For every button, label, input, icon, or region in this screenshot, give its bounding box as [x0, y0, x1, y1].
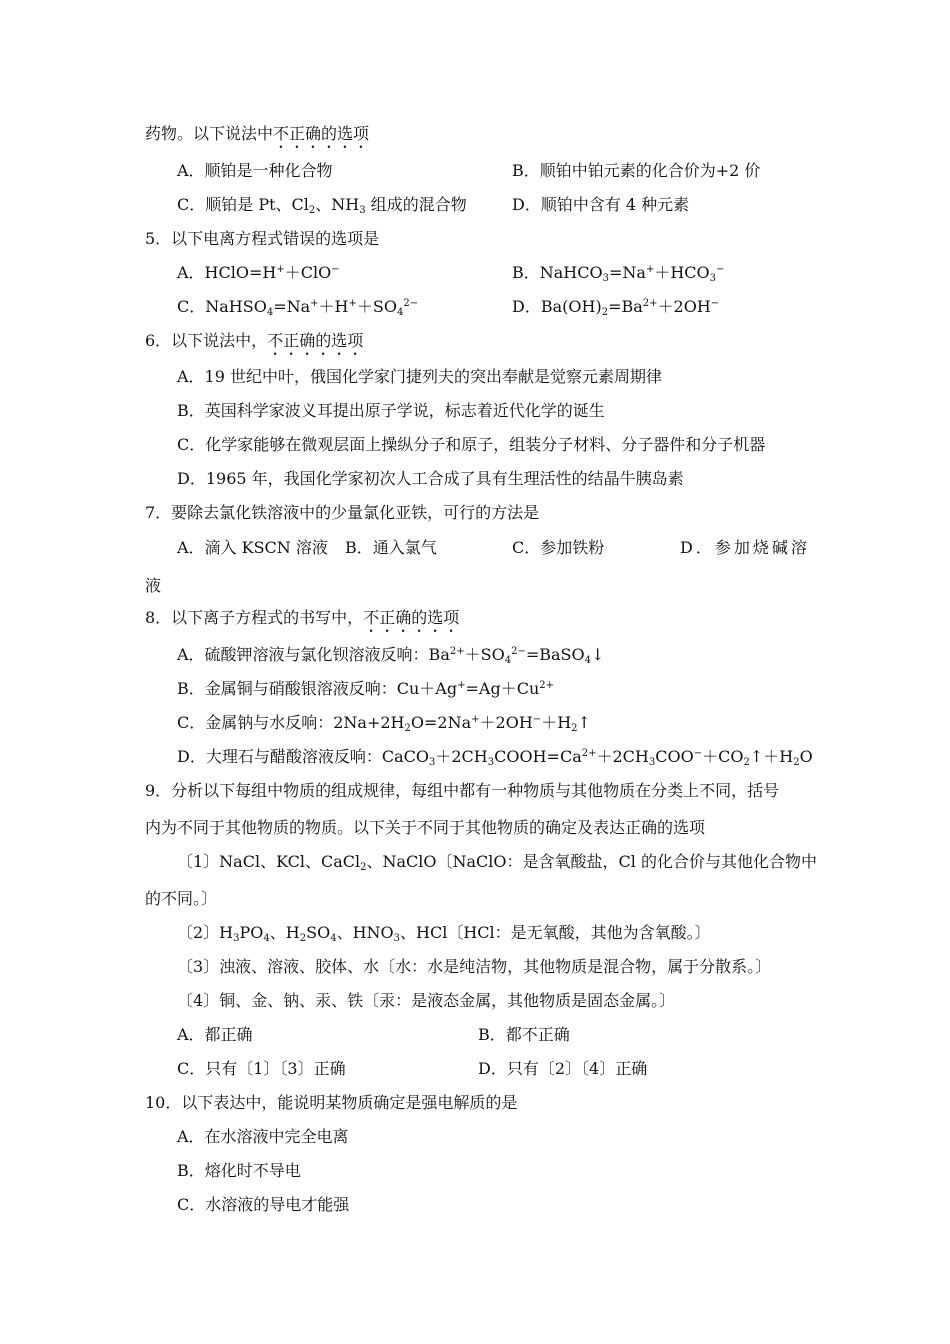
q8-option-c: C．金属钠与水反响：$2Na+2H_2O=2Na^++2OH^-+H_2↑$: [177, 713, 591, 734]
q9-item-4: 〔4〕铜、金、钠、汞、铁〔汞：是液态金属，其他物质是固态金属。〕: [177, 991, 676, 1010]
q7-option-b: B．通入氯气: [345, 538, 437, 557]
q7-stem: 7．要除去氯化铁溶液中的少量氯化亚铁，可行的方法是: [145, 503, 540, 522]
q9-option-b: B．都不正确: [478, 1025, 570, 1044]
q7-option-c: C．参加铁粉: [512, 538, 605, 557]
q10-option-b: B．熔化时不导电: [177, 1161, 301, 1180]
q5-option-c: C．$NaHSO_4=Na^++H^++SO_4^{2-}$: [177, 297, 419, 318]
q9-item-1: 〔1〕NaCl、KCl、CaCl$_2$、NaClO〔NaClO：是含氧酸盐，Cl 的化合价与其他化合物中: [177, 852, 817, 873]
q5-stem: 5．以下电离方程式错误的选项是: [145, 229, 380, 248]
q7-option-d: D．参加烧碱溶: [680, 538, 810, 557]
q5-option-b: B．$NaHCO_3=Na^++HCO_3^-$: [512, 263, 725, 284]
q6-option-d: D．1965 年，我国化学家初次人工合成了具有生理活性的结晶牛胰岛素: [177, 469, 684, 488]
q5-option-a: A．HClO=H+＋ClO−: [177, 263, 340, 282]
q6-option-a: A．19 世纪中叶，俄国化学家门捷列夫的突出奉献是觉察元素周期律: [177, 367, 663, 386]
q10-option-c: C．水溶液的导电才能强: [177, 1195, 350, 1214]
q10-stem: 10．以下表达中，能说明某物质确定是强电解质的是: [145, 1093, 518, 1112]
q4-emphasis: 不正确的选项: [273, 124, 370, 143]
q4-option-a: A．顺铂是一种化合物: [177, 161, 333, 180]
q8-stem: 8．以下离子方程式的书写中，不正确的选项: [145, 608, 460, 627]
q8-emphasis: 不正确的选项: [363, 608, 460, 627]
q9-option-d: D．只有〔2〕〔4〕正确: [478, 1059, 648, 1078]
q9-item-3: 〔3〕浊液、溶液、胶体、水〔水：水是纯洁物，其他物质是混合物，属于分散系。〕: [177, 957, 772, 976]
q5-option-d: D．$Ba(OH)_2=Ba^{2+}+2OH^-$: [512, 297, 720, 318]
q7-option-a: A．滴入 KSCN 溶液: [177, 538, 328, 557]
q9-option-c: C．只有〔1〕〔3〕正确: [177, 1059, 346, 1078]
q9-option-a: A．都正确: [177, 1025, 253, 1044]
q9-item-2: 〔2〕$H_3PO_4$、$H_2SO_4$、$HNO_3$、HCl〔HCl：是无氧酸，其他为含氧酸。〕: [177, 923, 711, 944]
q9-stem-line2: 内为不同于其他物质的物质。以下关于不同于其他物质的确定及表达正确的选项: [145, 818, 706, 837]
q4-option-b: B．顺铂中铂元素的化合价为+2 价: [512, 161, 761, 180]
q6-option-c: C．化学家能够在微观层面上操纵分子和原子，组装分子材料、分子器件和分子机器: [177, 435, 766, 454]
q10-option-a: A．在水溶液中完全电离: [177, 1127, 349, 1146]
q4-stem: 药物。以下说法中不正确的选项: [145, 124, 370, 143]
q8-option-d: D．大理石与醋酸溶液反响：$CaCO_3+2CH_3COOH=Ca^{2+}+2CH_3COO^-+CO_2↑+H_2O$: [177, 747, 813, 768]
q8-option-a: A．硫酸钾溶液与氯化钡溶液反响：$Ba^{2+}+SO_4^{2-}=BaSO_4↓$: [177, 645, 605, 666]
q9-item-1-continued: 的不同。〕: [145, 889, 218, 908]
q9-stem-line1: 9．分析以下每组中物质的组成规律，每组中都有一种物质与其他物质在分类上不同，括号: [145, 781, 780, 800]
q8-option-b: B．金属铜与硝酸银溶液反响：$Cu+Ag^+=Ag+Cu^{2+}$: [177, 679, 555, 698]
q4-option-c: C．顺铂是 Pt、$Cl_2$、$NH_3$ 组成的混合物: [177, 195, 467, 216]
q6-option-b: B．英国科学家波义耳提出原子学说，标志着近代化学的诞生: [177, 401, 605, 420]
q7-option-d-continued: 液: [145, 576, 162, 595]
q6-stem: 6．以下说法中，不正确的选项: [145, 331, 364, 350]
q6-emphasis: 不正确的选项: [267, 331, 364, 350]
q4-option-d: D．顺铂中含有 4 种元素: [512, 195, 690, 214]
